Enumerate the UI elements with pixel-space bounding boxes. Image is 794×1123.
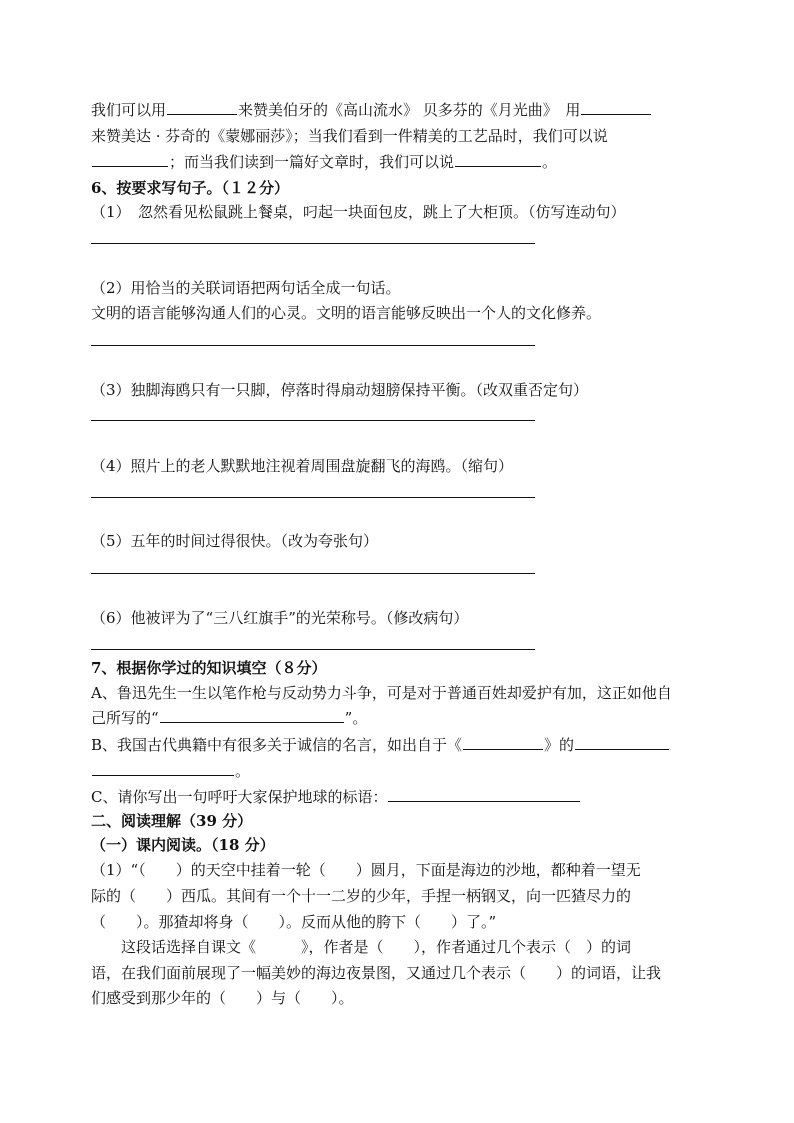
q7-c-line xyxy=(91,785,711,809)
q6-sentence-3: （3）独脚海鸥只有一只脚，停落时得扇动翅膀保持平衡。（改双重否定句） xyxy=(91,381,589,399)
text: 》的 xyxy=(544,736,575,754)
praise-line-1 xyxy=(91,98,711,122)
answer-line[interactable] xyxy=(91,243,535,244)
answer-blank[interactable] xyxy=(463,733,543,750)
reading-line-2: 际的（ ）西瓜。其间有一个十一二岁的少年，手捏一柄钢叉，向一匹猹尽力的 xyxy=(91,887,632,905)
text: 。 xyxy=(235,762,251,780)
text: B、我国古代典籍中有很多关于诚信的名言，如出自于《 xyxy=(91,736,463,754)
q6-sentence-1: （1） 忽然看见松鼠跳上餐桌，叼起一块面包皮，跳上了大柜顶。（仿写连动句） xyxy=(91,203,626,221)
q7-b-line-1 xyxy=(91,733,711,757)
q6-sentence-2a: （2）用恰当的关联词语把两句话全成一句话。 xyxy=(91,279,401,297)
praise-line-3 xyxy=(91,150,711,174)
answer-blank[interactable] xyxy=(455,150,541,167)
text: 用 xyxy=(565,101,581,119)
reading-line-5: 语，在我们面前展现了一幅美妙的海边夜景图，又通过几个表示（ ）的词语，让我 xyxy=(91,964,662,982)
text: ”。 xyxy=(344,709,368,727)
answer-blank[interactable] xyxy=(388,785,580,802)
answer-line[interactable] xyxy=(91,497,535,498)
answer-blank[interactable] xyxy=(581,98,651,115)
q7-title: 7、根据你学过的知识填空（８分） xyxy=(91,659,327,677)
text: 来赞美伯牙的《高山流水》 贝多芬的《月光曲》 xyxy=(238,101,551,119)
q6-sentence-2b: 文明的语言能够沟通人们的心灵。文明的语言能够反映出一个人的文化修养。 xyxy=(91,304,602,322)
text: 。 xyxy=(542,153,558,171)
q7-a-line-2 xyxy=(91,706,711,730)
reading-line-4: 这段话选择自课文《 》，作者是（ ），作者通过几个表示（ ）的词 xyxy=(91,938,632,956)
answer-line[interactable] xyxy=(91,573,535,574)
reading-line-6: 们感受到那少年的（ ）与（ ）。 xyxy=(91,989,354,1007)
q6-sentence-6: （6）他被评为了“三八红旗手”的光荣称号。（修改病句） xyxy=(91,609,469,627)
praise-line-2 xyxy=(91,124,711,148)
reading-line-3: （ ）。那猹却将身（ ）。反而从他的胯下（ ）了。” xyxy=(91,913,497,931)
text: 来赞美达 · 芬奇的《蒙娜丽莎》；当我们看到一件精美的工艺品时，我们可以说 xyxy=(91,127,608,145)
reading-line-1: （1）“（ ）的天空中挂着一轮（ ）圆月，下面是海边的沙地，都种着一望无 xyxy=(91,861,641,879)
text: 我们可以用 xyxy=(91,101,167,119)
q7-b-line-2 xyxy=(91,759,711,783)
answer-blank[interactable] xyxy=(575,733,669,750)
q6-title: 6、按要求写句子。（１２分） xyxy=(91,179,289,197)
answer-blank[interactable] xyxy=(92,150,168,167)
text: 己所写的“ xyxy=(91,709,159,727)
answer-blank[interactable] xyxy=(167,98,237,115)
text: C、请你写出一句呼吁大家保护地球的标语： xyxy=(91,788,388,806)
part2-title: 二、阅读理解（39 分） xyxy=(91,812,253,830)
answer-line[interactable] xyxy=(91,420,535,421)
answer-blank[interactable] xyxy=(160,706,344,723)
q6-sentence-5: （5）五年的时间过得很快。（改为夸张句） xyxy=(91,532,379,550)
answer-blank[interactable] xyxy=(92,759,234,776)
part2-subtitle: （一）课内阅读。（18 分） xyxy=(91,836,275,854)
text: ；而当我们读到一篇好文章时，我们可以说 xyxy=(169,153,455,171)
answer-line[interactable] xyxy=(91,345,535,346)
answer-line[interactable] xyxy=(91,649,535,650)
q6-sentence-4: （4）照片上的老人默默地注视着周围盘旋翻飞的海鸥。（缩句） xyxy=(91,457,514,475)
q7-a-line-1: A、鲁迅先生一生以笔作枪与反动势力斗争，可是对于普通百姓却爱护有加，这正如他自 xyxy=(91,684,672,702)
